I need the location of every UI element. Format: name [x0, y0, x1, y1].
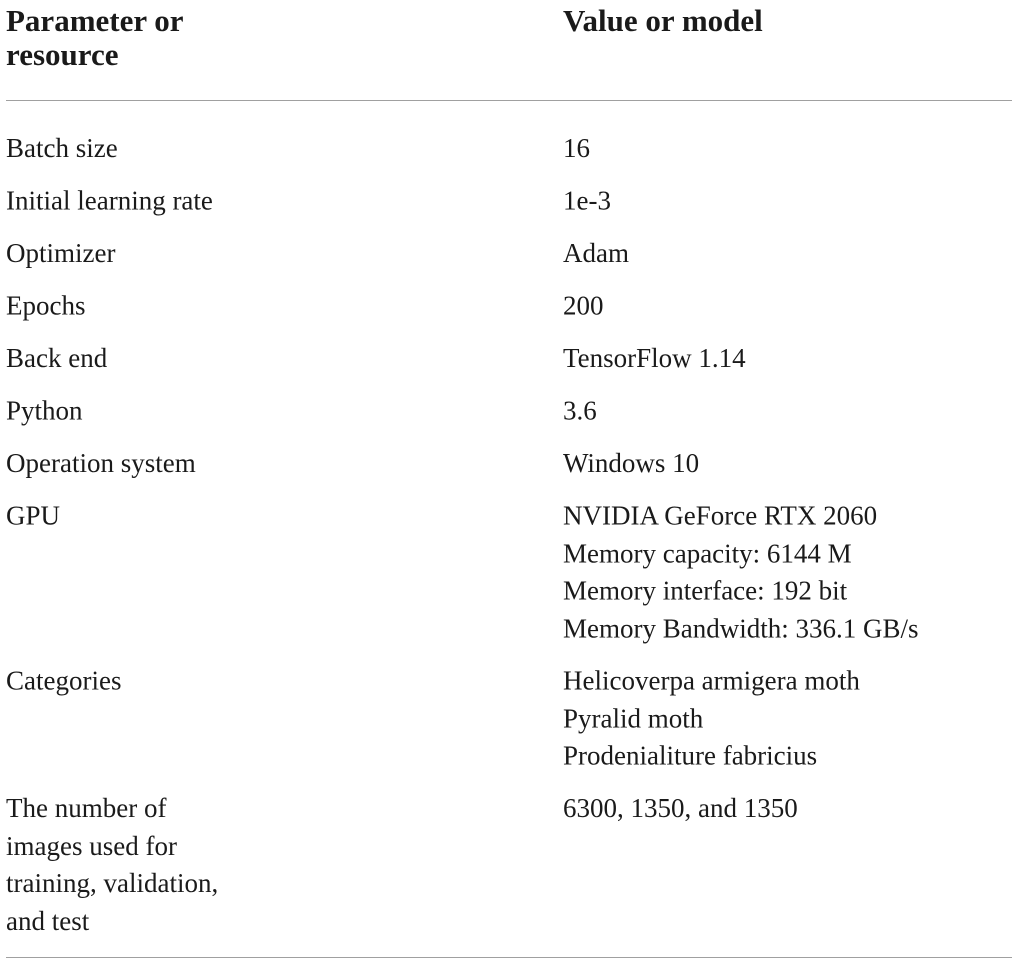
cell-value — [563, 340, 1013, 378]
cell-value-line: Memory interface: 192 bit — [563, 575, 848, 606]
cell-value-line: 200 — [563, 290, 604, 321]
cell-value-line: 16 — [563, 133, 590, 163]
cell-parameter-line: Categories — [6, 665, 122, 696]
cell-value-line: Adam — [563, 238, 629, 268]
header-rule — [6, 100, 1012, 101]
cell-parameter — [6, 445, 251, 483]
cell-value-line: 3.6 — [563, 395, 597, 426]
cell-parameter-line: Epochs — [6, 290, 86, 321]
header-parameter-line: Parameter or — [6, 3, 184, 38]
cell-parameter — [6, 235, 251, 273]
cell-parameter — [6, 393, 251, 431]
cell-value — [563, 288, 1013, 326]
cell-value-line: TensorFlow 1.14 — [563, 343, 746, 373]
cell-parameter-line: Python — [6, 395, 83, 426]
cell-value-line: NVIDIA GeForce RTX 2060 — [563, 500, 878, 531]
cell-value-line: Memory Bandwidth: 336.1 GB/s — [563, 613, 919, 643]
cell-value — [563, 393, 1013, 431]
cell-parameter-line: Back end — [6, 343, 108, 373]
cell-value — [563, 663, 1013, 776]
cell-parameter — [6, 498, 251, 536]
header-value: Value or model — [563, 3, 763, 38]
cell-value-line: 6300, 1350, and 1350 — [563, 793, 798, 823]
cell-value-line: Helicoverpa armigera moth — [563, 665, 860, 696]
cell-parameter — [6, 340, 251, 378]
cell-value — [563, 790, 1013, 828]
cell-parameter-line: Initial learning rate — [6, 185, 213, 216]
header-parameter — [6, 4, 506, 72]
cell-parameter-line: images used for — [6, 830, 177, 861]
cell-value-line: Memory capacity: 6144 M — [563, 538, 852, 568]
cell-value — [563, 498, 1013, 648]
cell-value-line: Windows 10 — [563, 448, 700, 478]
cell-value — [563, 183, 1013, 221]
cell-parameter-line: and test — [6, 905, 90, 936]
table-header — [0, 0, 1017, 100]
cell-parameter — [6, 288, 251, 326]
bottom-rule — [6, 957, 1012, 958]
cell-value — [563, 235, 1013, 273]
cell-parameter-line: Batch size — [6, 133, 118, 163]
cell-parameter-line: Operation system — [6, 448, 196, 478]
cell-value-line: Prodenialiture fabricius — [563, 740, 818, 771]
cell-parameter — [6, 130, 251, 168]
cell-value — [563, 130, 1013, 168]
cell-parameter-line: The number of — [6, 793, 167, 823]
cell-parameter — [6, 183, 251, 221]
header-parameter-line: resource — [6, 37, 119, 72]
cell-parameter — [6, 790, 251, 940]
cell-parameter-line: GPU — [6, 500, 61, 531]
cell-parameter-line: Optimizer — [6, 238, 116, 268]
cell-value — [563, 445, 1013, 483]
cell-value-line: 1e-3 — [563, 185, 611, 216]
cell-parameter-line: training, validation, — [6, 868, 219, 898]
cell-parameter — [6, 663, 251, 701]
cell-value-line: Pyralid moth — [563, 703, 704, 733]
